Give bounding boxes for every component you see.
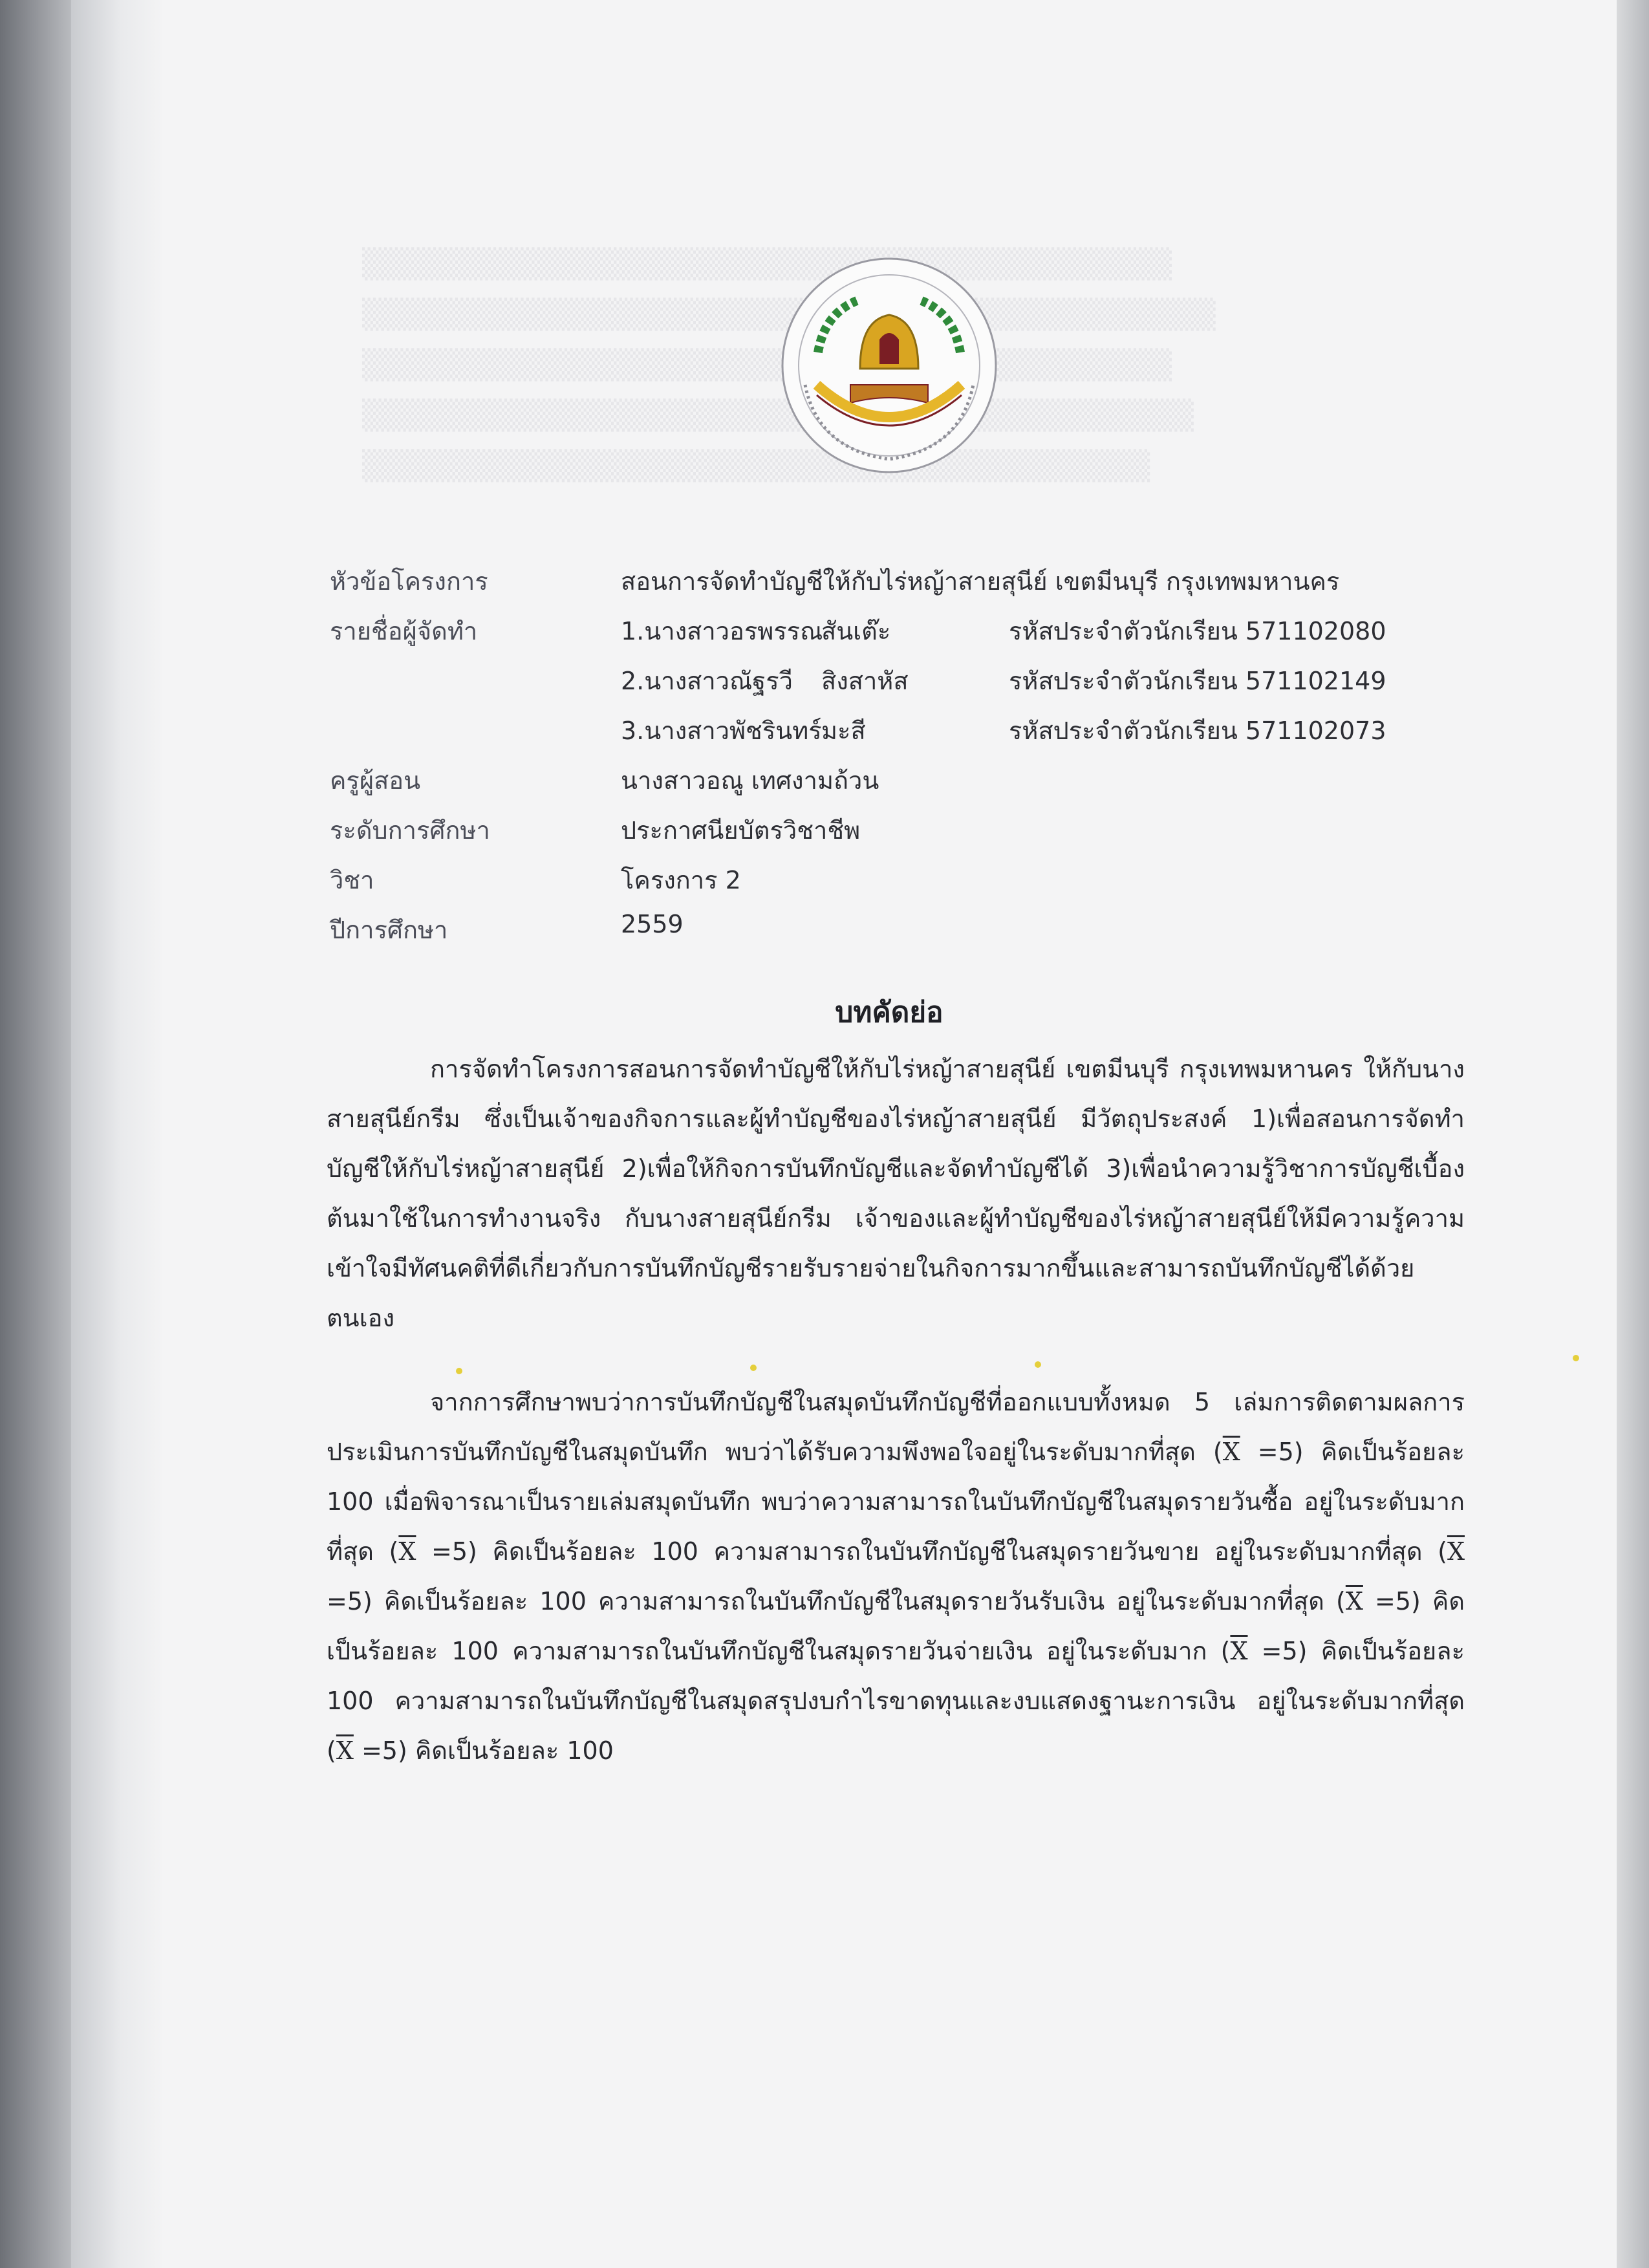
mean-symbol: $\overline{X}$ xyxy=(398,1537,416,1566)
paragraph-text: =5) คิดเป็นร้อยละ 100 ความสามารถในบันทึกบัญชีในสมุดสรุปงบกำไรขาดทุนและงบแสดงฐานะการเงิน อยู่ในระดับมากที่สุด ( xyxy=(327,1637,1465,1765)
info-label: รายชื่อผู้จัดทำ xyxy=(330,617,478,645)
info-label: ปีการศึกษา xyxy=(330,916,448,944)
book-binding-edge xyxy=(0,0,71,2268)
mean-symbol: $\overline{X}$ xyxy=(336,1736,354,1765)
author-name: 2.นางสาวณัฐรวี xyxy=(621,667,793,695)
mean-symbol: $\overline{X}$ xyxy=(1447,1537,1465,1566)
author-name: 3.นางสาวพัชรินทร์ xyxy=(621,717,822,745)
paragraph-text: =5) คิดเป็นร้อยละ 100 เมื่อพิจารณาเป็นรายเล่มสมุดบันทึก พบว่าความสามารถในบันทึกบัญชีในสมุดรายวันซื้อ อยู่ในระดับมากที่สุด ( xyxy=(327,1438,1465,1566)
author-student-id: รหัสประจำตัวนักเรียน 571102080 xyxy=(1009,617,1386,645)
paragraph-text: จากการศึกษาพบว่าการบันทึกบัญชีในสมุดบันทึกบัญชีที่ออกแบบทั้งหมด 5 เล่มการติดตามผลการประเมินการบันทึกบัญชีในสมุดบันทึก พบว่าได้รับความพึงพอใจอยู่ในระดับมากที่สุด ( xyxy=(327,1388,1465,1466)
info-value: ประกาศนียบัตรวิชาชีพ xyxy=(621,816,861,845)
project-info-block xyxy=(330,561,1591,960)
college-seal-logo xyxy=(779,255,999,475)
author-row xyxy=(330,611,1591,661)
education-level-row xyxy=(330,810,1591,860)
paragraph-text: =5) คิดเป็นร้อยละ 100 xyxy=(353,1736,614,1765)
info-value: นางสาวอณู เทศงามถ้วน xyxy=(621,766,879,795)
paragraph-text: =5) คิดเป็นร้อยละ 100 ความสามารถในบันทึกบัญชีในสมุดรายวันรับเงิน อยู่ในระดับมากที่สุด ( xyxy=(327,1587,1346,1615)
author-row xyxy=(330,661,1591,711)
author-student-id: รหัสประจำตัวนักเรียน 571102149 xyxy=(1009,667,1386,695)
project-title-row xyxy=(330,561,1591,611)
page-right-edge xyxy=(1617,0,1649,2268)
ink-speck xyxy=(1573,1355,1579,1361)
abstract-heading: บทคัดย่อ xyxy=(835,996,943,1029)
abstract-paragraph-1: การจัดทำโครงการสอนการจัดทำบัญชีให้กับไร่หญ้าสายสุนีย์ เขตมีนบุรี กรุงเทพมหานคร ให้กับนางสายสุนีย์กรีม ซึ่งเป็นเจ้าของกิจการและผู้ทำบัญชีของไร่หญ้าสายสุนีย์ มีวัตถุประสงค์ 1)เพื่อสอนการจัดทำบัญชีให้กับไร่หญ้าสายสุนีย์ 2)เพื่อให้กิจการบันทึกบัญชีและจัดทำบัญชีได้ 3)เพื่อนำความรู้วิชาการบัญชีเบื้องต้นมาใช้ในการทำงานจริง กับนางสายสุนีย์กรีม เจ้าของและผู้ทำบัญชีของไร่หญ้าสายสุนีย์ให้มีความรู้ความเข้าใจมีทัศนคติที่ดีเกี่ยวกับการบันทึกบัญชีรายรับรายจ่ายในกิจการมากขึ้นและสามารถบันทึกบัญชีได้ด้วยตนเอง xyxy=(327,1055,1465,1332)
info-label: หัวข้อโครงการ xyxy=(330,567,488,596)
info-label: ครูผู้สอน xyxy=(330,766,421,795)
info-value: สอนการจัดทำบัญชีให้กับไร่หญ้าสายสุนีย์ เขตมีนบุรี กรุงเทพมหานคร xyxy=(621,567,1340,596)
author-student-id: รหัสประจำตัวนักเรียน 571102073 xyxy=(1009,717,1386,745)
author-surname: สันเต๊ะ xyxy=(821,617,891,645)
abstract-paragraph-2 xyxy=(327,1377,1465,1776)
ink-speck xyxy=(750,1365,757,1371)
info-value: โครงการ 2 xyxy=(621,866,741,894)
info-label: วิชา xyxy=(330,866,374,894)
mean-symbol: $\overline{X}$ xyxy=(1345,1587,1363,1615)
ink-speck xyxy=(1035,1361,1041,1368)
book-gutter xyxy=(71,0,162,2268)
author-surname: สิงสาหัส xyxy=(821,667,909,695)
teacher-row xyxy=(330,761,1591,810)
paragraph-text: =5) คิดเป็นร้อยละ 100 ความสามารถในบันทึกบัญชีในสมุดรายวันจ่ายเงิน อยู่ในระดับมาก ( xyxy=(327,1587,1465,1665)
academic-year-row xyxy=(330,910,1591,960)
mean-symbol: $\overline{X}$ xyxy=(1230,1637,1248,1665)
info-value: 2559 xyxy=(621,910,684,938)
subject-row xyxy=(330,860,1591,910)
mean-symbol: $\overline{X}$ xyxy=(1222,1438,1240,1466)
author-name: 1.นางสาวอรพรรณ xyxy=(621,617,823,645)
paragraph-text: =5) คิดเป็นร้อยละ 100 ความสามารถในบันทึกบัญชีในสมุดรายวันขาย อยู่ในระดับมากที่สุด ( xyxy=(416,1537,1447,1566)
info-label: ระดับการศึกษา xyxy=(330,816,490,845)
ink-speck xyxy=(456,1368,462,1374)
author-row xyxy=(330,711,1591,761)
author-surname: มะสี xyxy=(821,717,866,745)
